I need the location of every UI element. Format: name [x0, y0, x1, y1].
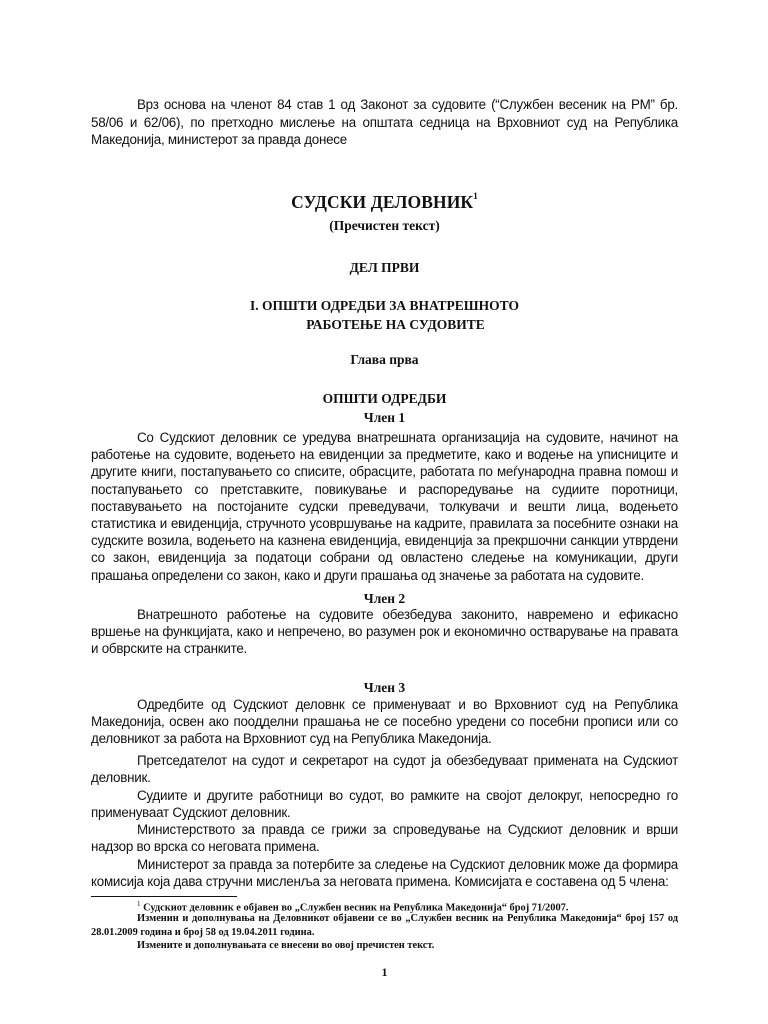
document-subtitle: (Пречистен текст): [329, 218, 440, 233]
article-2-paragraph: [91, 606, 678, 658]
article-2-text: Внатрешното работење на судовите обезбедува законито, навремено и ефикасно вршење на функцијата, како и непречено, во разумен рок и економично остварување на правата и обврските на странките.: [91, 607, 678, 657]
article-3-text-3: Судиите и другите работници во судот, во рамките на својот делокруг, непосредно го применуваат Судскиот деловник.: [91, 788, 678, 821]
article-3-paragraph-5: [91, 856, 678, 890]
article-3-heading: Член 3: [363, 680, 406, 695]
article-2-heading: Член 2: [363, 591, 406, 606]
preamble-text: Врз основа на членот 84 став 1 од Законот за судовите (“Службен весеник на РМ” бр. 58/06 и 62/06), по претходно мислење на општата седница на Врховниот суд на Република Македонија, министерот за правда донесе: [91, 97, 678, 147]
article-3-paragraph-3: [91, 787, 678, 821]
article-3-paragraph-2: [91, 752, 678, 786]
article-3-text-2: Претседателот на судот и секретарот на судот ја обезбедуваат примената на Судскиот деловник.: [91, 753, 678, 786]
footnote-mark: 1: [137, 900, 141, 908]
footnote-separator: [91, 896, 237, 897]
article-1-text: Со Судскиот деловник се уредува внатрешната организација на судовите, начинот на работење на судовите, водењето на евиденции за предметите, како и водење на уписниците и другите книги, постапувањето со списите, обрасците, работата по меѓународна правна помош и постапувањето со претставките, повикување и распоредување на судиите поротници, поставувањето на постојаните судски преведувачи, толкувачи и вешти лица, водењето статистика и евиденција, стручното усовршување на кадрите, правилата за посебните ознаки на судските возила, водењето на казнена евиденција, евиденција за прекршочни санкции утврдени со закон, евиденција за податоци собрани од овластено следење на комуникации, други прашања определени со закон, како и други прашања од значење за работата на судовите.: [91, 430, 678, 583]
chapter-title: ОПШТИ ОДРЕДБИ: [322, 391, 447, 406]
footnote-text-2: Изменин и дополнувања на Деловникот објавени се во „Службен весник на Република Македонија“ број 157 од 28.01.2009 година и број 58 од 19.04.2011 година.: [91, 913, 678, 938]
article-3-text-1: Одредбите од Судскиот деловнк се применуваат и во Врховниот суд на Република Македонија, освен ако поодделни прашања не се посебно уредени со посебни прописи или со деловникот за работа на Врховниот суд на Република Македонија.: [91, 697, 678, 747]
article-1-heading: Член 1: [363, 410, 406, 425]
footnote-text-3: Измените и дополнувањата се внесени во овој пречистен текст.: [137, 940, 435, 951]
preamble-paragraph: [91, 96, 678, 149]
footnote-text-1: Судскиот деловник е објавен во „Службен весник на Република Македонија“ број 71/2007.: [143, 902, 569, 914]
document-title-text: СУДСКИ ДЕЛОВНИК: [291, 192, 474, 212]
section-heading-line2: РАБОТЕЊЕ НА СУДОВИТЕ: [306, 317, 485, 332]
article-3-paragraph-1: [91, 696, 678, 748]
article-1-paragraph: [91, 429, 678, 584]
title-footnote-mark[interactable]: 1: [473, 191, 478, 202]
article-3-text-5: Министерот за правда за потербите за следење на Судскиот деловник може да формира комисија која дава стручни мисленља за неговата примена. Комисијата е составена од 5 члена:: [91, 857, 678, 890]
footnote-line-3: [91, 939, 678, 953]
footnote-line-2: [91, 912, 678, 939]
section-heading: [91, 296, 678, 334]
section-heading-line1: I. ОПШТИ ОДРЕДБИ ЗА ВНАТРЕШНОТО: [250, 298, 519, 313]
page-number: 1: [381, 965, 388, 979]
part-heading: ДЕЛ ПРВИ: [349, 260, 420, 275]
article-3-text-4: Министерството за правда се грижи за спроведување на Судскиот деловник и врши надзор во врска со неговата примена.: [91, 822, 678, 855]
chapter-heading: Глава прва: [350, 352, 419, 367]
article-3-paragraph-4: [91, 821, 678, 855]
document-title: [91, 192, 678, 213]
